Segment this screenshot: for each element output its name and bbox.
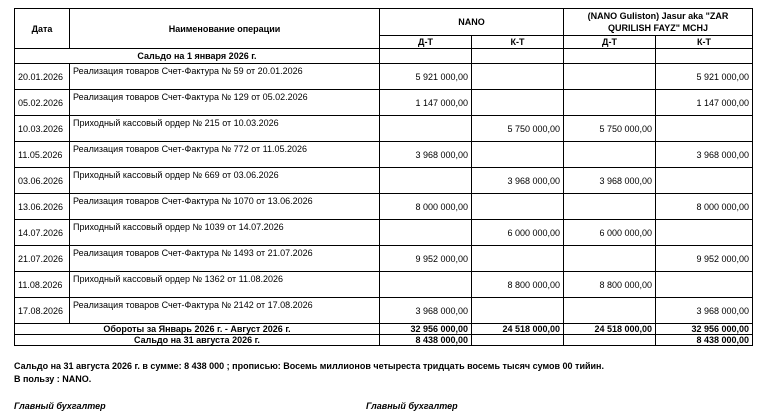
row-party1-credit: 5 750 000,00 [472, 116, 564, 142]
turnover-party2-debit: 24 518 000,00 [564, 324, 656, 335]
row-operation: Реализация товаров Счет-Фактура № 129 от 05.02.2026 [70, 90, 380, 116]
row-party2-debit [564, 90, 656, 116]
row-party1-debit [380, 116, 472, 142]
row-party1-credit: 3 968 000,00 [472, 168, 564, 194]
row-operation: Приходный кассовый ордер № 1039 от 14.07.2026 [70, 220, 380, 246]
row-operation: Приходный кассовый ордер № 1362 от 11.08.2026 [70, 272, 380, 298]
row-party2-credit: 3 968 000,00 [656, 298, 753, 324]
signature-right-label: Главный бухгалтер [366, 401, 458, 411]
closing-party2-debit [564, 335, 656, 346]
row-party2-debit [564, 142, 656, 168]
row-party2-debit: 6 000 000,00 [564, 220, 656, 246]
row-operation: Приходный кассовый ордер № 215 от 10.03.2026 [70, 116, 380, 142]
row-party2-debit [564, 64, 656, 90]
row-party1-debit: 8 000 000,00 [380, 194, 472, 220]
row-date: 17.08.2026 [15, 298, 70, 324]
row-operation: Реализация товаров Счет-Фактура № 1493 от 21.07.2026 [70, 246, 380, 272]
row-party2-credit [656, 116, 753, 142]
row-operation: Реализация товаров Счет-Фактура № 1070 от 13.06.2026 [70, 194, 380, 220]
turnover-party2-credit: 32 956 000,00 [656, 324, 753, 335]
closing-party1-debit: 8 438 000,00 [380, 335, 472, 346]
row-party2-credit [656, 168, 753, 194]
turnover-party1-debit: 32 956 000,00 [380, 324, 472, 335]
table-row [15, 90, 753, 116]
row-party1-debit [380, 168, 472, 194]
row-party2-debit [564, 194, 656, 220]
row-party2-credit: 1 147 000,00 [656, 90, 753, 116]
turnover-row [15, 324, 753, 335]
row-operation: Реализация товаров Счет-Фактура № 772 от 11.05.2026 [70, 142, 380, 168]
row-party1-debit [380, 272, 472, 298]
row-party1-debit: 1 147 000,00 [380, 90, 472, 116]
table-row [15, 168, 753, 194]
header-party1: NANO [380, 9, 564, 36]
turnover-party1-credit: 24 518 000,00 [472, 324, 564, 335]
row-party2-credit: 9 952 000,00 [656, 246, 753, 272]
row-operation: Приходный кассовый ордер № 669 от 03.06.2026 [70, 168, 380, 194]
closing-balance-row [15, 335, 753, 346]
table-row [15, 194, 753, 220]
row-party2-debit [564, 246, 656, 272]
header-operation: Наименование операции [70, 9, 380, 49]
row-party2-debit: 3 968 000,00 [564, 168, 656, 194]
row-party2-credit [656, 272, 753, 298]
row-date: 11.05.2026 [15, 142, 70, 168]
table-row [15, 272, 753, 298]
row-party2-debit [564, 298, 656, 324]
in-favor-of: В пользу : NANO. [14, 374, 92, 384]
row-operation: Реализация товаров Счет-Фактура № 59 от 20.01.2026 [70, 64, 380, 90]
row-party1-credit [472, 194, 564, 220]
row-date: 14.07.2026 [15, 220, 70, 246]
row-party2-credit [656, 220, 753, 246]
header-party1-debit: Д-Т [380, 36, 472, 49]
header-party1-credit: К-Т [472, 36, 564, 49]
closing-balance-label: Сальдо на 31 августа 2026 г. [15, 335, 380, 346]
row-date: 11.08.2026 [15, 272, 70, 298]
row-party2-credit: 3 968 000,00 [656, 142, 753, 168]
table-row [15, 246, 753, 272]
table-row [15, 116, 753, 142]
row-date: 13.06.2026 [15, 194, 70, 220]
header-party2-debit: Д-Т [564, 36, 656, 49]
row-party2-credit: 5 921 000,00 [656, 64, 753, 90]
opening-balance-cell [380, 49, 472, 64]
row-date: 10.03.2026 [15, 116, 70, 142]
header-party2-credit: К-Т [656, 36, 753, 49]
table-row [15, 298, 753, 324]
closing-party2-credit: 8 438 000,00 [656, 335, 753, 346]
opening-balance-cell [472, 49, 564, 64]
opening-balance-cell [564, 49, 656, 64]
row-party1-credit [472, 64, 564, 90]
opening-balance-cell [656, 49, 753, 64]
row-date: 05.02.2026 [15, 90, 70, 116]
row-party1-debit: 3 968 000,00 [380, 298, 472, 324]
header-date: Дата [15, 9, 70, 49]
row-party2-credit: 8 000 000,00 [656, 194, 753, 220]
row-party2-debit: 5 750 000,00 [564, 116, 656, 142]
signature-left-label: Главный бухгалтер [14, 401, 106, 411]
row-party1-credit [472, 90, 564, 116]
row-date: 21.07.2026 [15, 246, 70, 272]
row-party1-debit [380, 220, 472, 246]
header-party2: (NANO Guliston) Jasur aka "ZAR QURILISH FAYZ" MCHJ [564, 9, 753, 36]
closing-party1-credit [472, 335, 564, 346]
table-row [15, 142, 753, 168]
row-date: 20.01.2026 [15, 64, 70, 90]
turnover-label: Обороты за Январь 2026 г. - Август 2026 г. [15, 324, 380, 335]
row-party1-debit: 9 952 000,00 [380, 246, 472, 272]
row-party1-debit: 3 968 000,00 [380, 142, 472, 168]
row-party1-credit: 6 000 000,00 [472, 220, 564, 246]
row-date: 03.06.2026 [15, 168, 70, 194]
row-operation: Реализация товаров Счет-Фактура № 2142 от 17.08.2026 [70, 298, 380, 324]
row-party1-credit [472, 298, 564, 324]
closing-balance-statement: Сальдо на 31 августа 2026 г. в сумме: 8 438 000 ; прописью: Восемь миллионов четыреста тридцать восемь тысяч сумов 00 тийин. [14, 361, 604, 371]
row-party1-credit [472, 246, 564, 272]
row-party1-credit [472, 142, 564, 168]
table-row [15, 64, 753, 90]
row-party1-debit: 5 921 000,00 [380, 64, 472, 90]
table-row [15, 220, 753, 246]
row-party2-debit: 8 800 000,00 [564, 272, 656, 298]
row-party1-credit: 8 800 000,00 [472, 272, 564, 298]
reconciliation-table [14, 8, 753, 346]
opening-balance-label: Сальдо на 1 января 2026 г. [15, 49, 380, 64]
